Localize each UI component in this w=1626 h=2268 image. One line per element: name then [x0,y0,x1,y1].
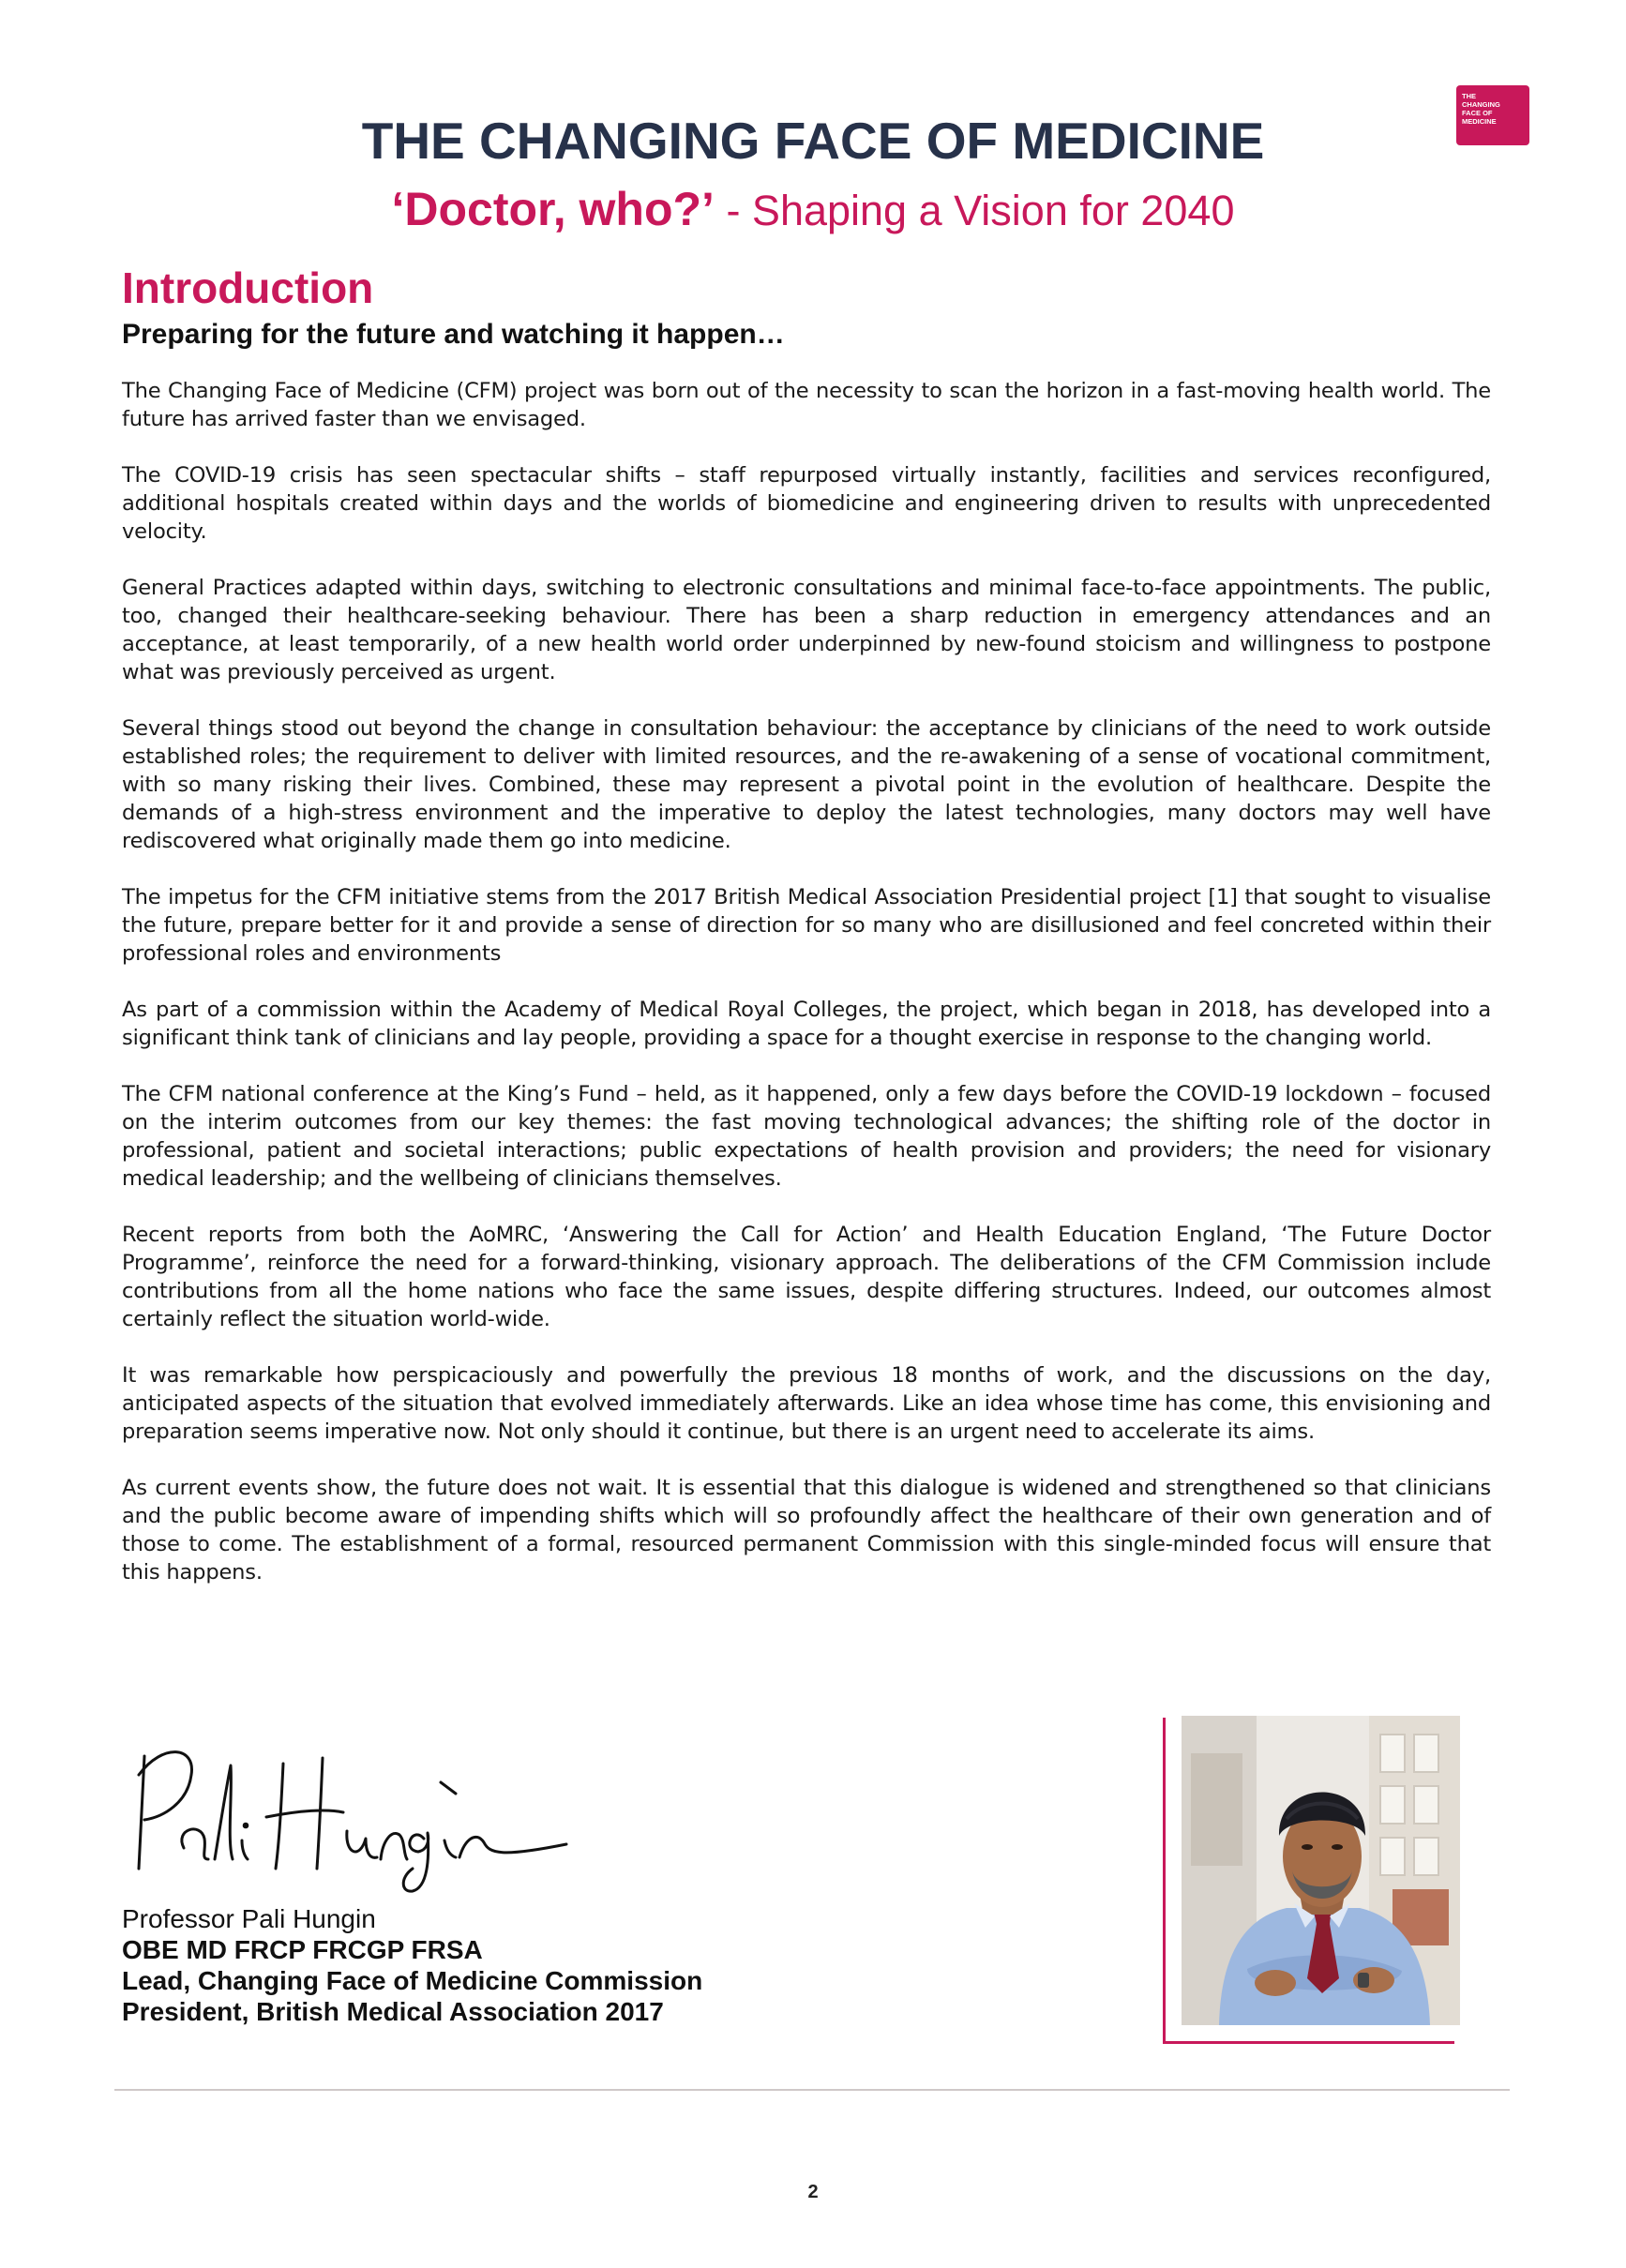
author-credentials: OBE MD FRCP FRCGP FRSA [122,1935,483,1964]
page-subtitle [0,183,1626,235]
footer-divider [114,2089,1510,2091]
author-block [122,1903,702,2027]
page-number: 2 [807,2182,819,2202]
subtitle-rest: - Shaping a Vision for 2040 [714,187,1235,234]
paragraph: Recent reports from both the AoMRC, ‘Answering the Call for Action’ and Health Education England, ‘The Future Doctor Programme’, reinforce the need for a forward-thinking, visionary approach. The deliberations of the CFM Commission include contributions from all the home nations who face the same issues, despite differing structures. Indeed, our outcomes almost certainly reflect the situation world-wide. [122,1223,1491,1331]
body-text [122,377,1491,1615]
paragraph: The CFM national conference at the King’s Fund – held, as it happened, only a few days before the COVID-19 lockdown – focused on the interim outcomes from our key themes: the fast moving technological advances; the shifting role of the doctor in professional, patient and societal interactions; public expectations of health provision and providers; the need for visionary medical leadership; and the wellbeing of clinicians themselves. [122,1082,1491,1191]
paragraph: General Practices adapted within days, switching to electronic consultations and minimal face-to-face appointments. The public, too, changed their healthcare-seeking behaviour. There has been a sharp reduction in emergency attendances and an acceptance, at least temporarily, of a new health world order underpinned by new-found stoicism and willingness to postpone what was previously perceived as urgent. [122,576,1491,684]
paragraph: The Changing Face of Medicine (CFM) project was born out of the necessity to scan the horizon in a fast-moving health world. The future has arrived faster than we envisaged. [122,379,1491,431]
logo-line: FACE OF [1462,109,1493,117]
page-title: THE CHANGING FACE OF MEDICINE [361,112,1265,170]
paragraph: The COVID-19 crisis has seen spectacular shifts – staff repurposed virtually instantly, facilities and services reconfigured, additional hospitals created within days and the worlds of biomedicine and engineering driven to results with unprecedented velocity. [122,463,1491,544]
paragraph: It was remarkable how perspicaciously and powerfully the previous 18 months of work, and the discussions on the day, anticipated aspects of the situation that evolved immediately afterwards. Like an idea whose time has come, this envisioning and preparation seems imperative now. Not only should it continue, but there is an urgent need to accelerate its aims. [122,1363,1491,1444]
paragraph: The impetus for the CFM initiative stems from the 2017 British Medical Association Presidential project [1] that sought to visualise the future, prepare better for it and provide a sense of direction for so many who are disillusioned and feel concreted within their professional roles and environments [122,885,1491,966]
author-role: Lead, Changing Face of Medicine Commission [122,1966,703,1995]
logo-line: MEDICINE [1462,117,1497,126]
paragraph: Several things stood out beyond the change in consultation behaviour: the acceptance by clinicians of the need to work outside established roles; the requirement to deliver with limited resources, and the re-awakening of a sense of vocational commitment, with so many risking their lives. Combined, these may represent a pivotal point in the evolution of healthcare. Despite the demands of a high-stress environment and the imperative to deploy the latest technologies, many doctors may well have rediscovered what originally made them go into medicine. [122,716,1491,853]
author-presidency: President, British Medical Association 2017 [122,1997,664,2026]
logo-line: CHANGING [1462,100,1500,109]
paragraph: As part of a commission within the Academy of Medical Royal Colleges, the project, which began in 2018, has developed into a significant think tank of clinicians and lay people, providing a space for a thought exercise in response to the changing world. [122,998,1491,1050]
paragraph: As current events show, the future does not wait. It is essential that this dialogue is widened and strengthened so that clinicians and the public become aware of impending shifts which will so profoundly affect the healthcare of their own generation and of those to come. The establishment of a formal, resourced permanent Commission with this single-minded focus will ensure that this happens. [122,1476,1491,1585]
section-subheading: Preparing for the future and watching it happen… [122,319,785,350]
handwritten-signature [126,1728,576,1897]
author-portrait [1182,1716,1460,2025]
author-name: Professor Pali Hungin [122,1904,376,1933]
logo-line: THE [1462,92,1476,100]
section-heading: Introduction [122,263,374,312]
subtitle-quote: ‘Doctor, who?’ [391,183,715,235]
portrait-illustration [1182,1716,1460,2025]
